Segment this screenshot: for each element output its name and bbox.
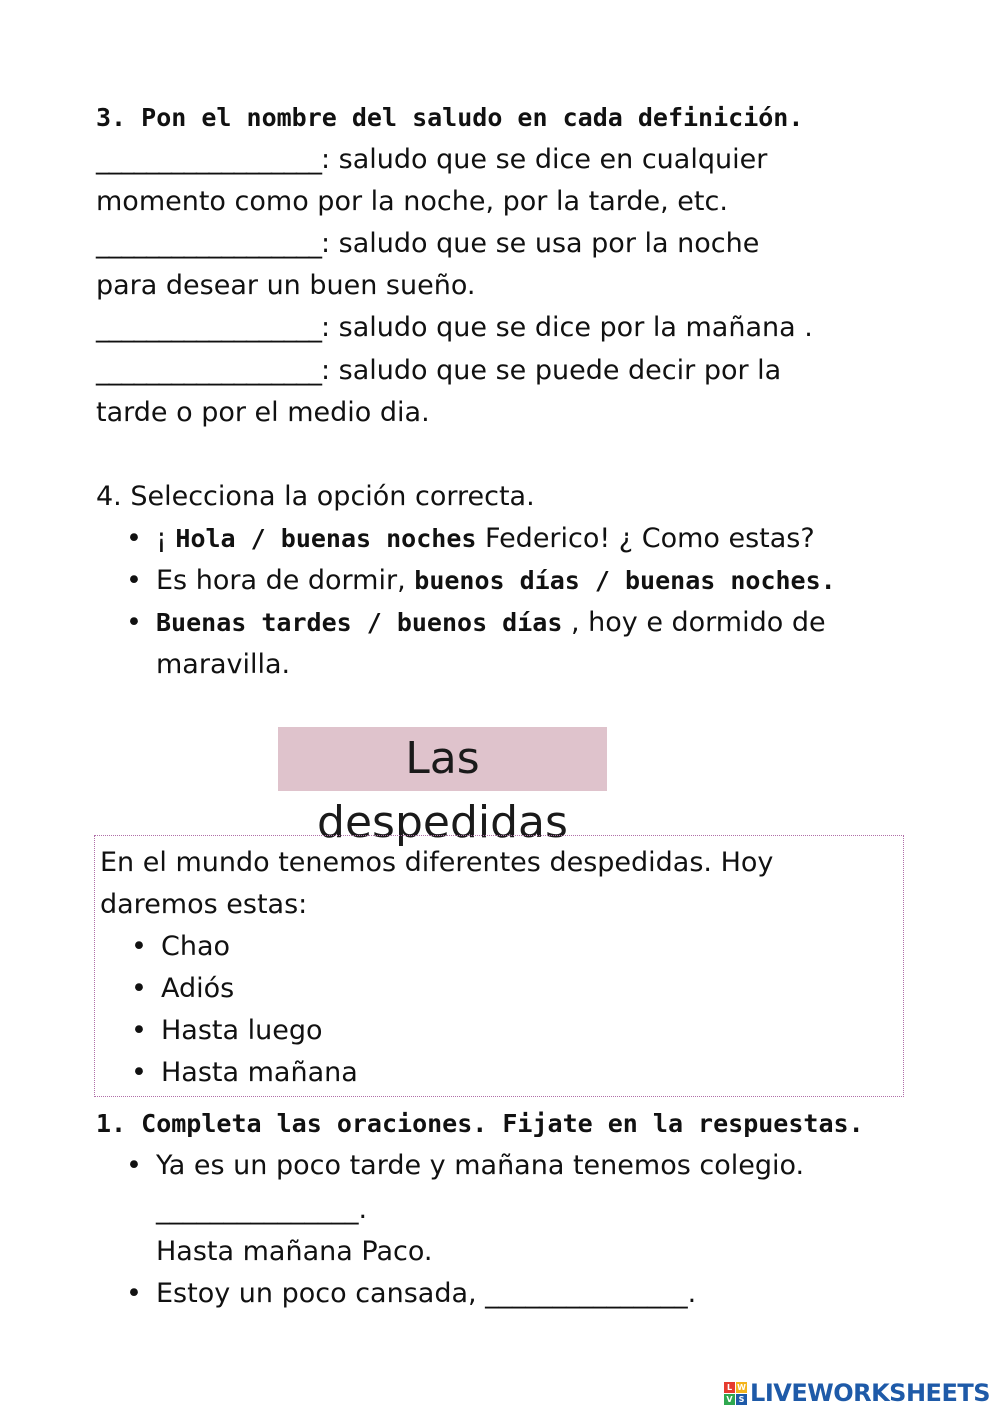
- definition-text: : saludo que se usa por la noche: [321, 228, 760, 259]
- bullet-icon: •: [131, 1015, 147, 1046]
- option-choice[interactable]: Buenas tardes / buenos días: [156, 608, 563, 637]
- definition-row: [96, 139, 767, 181]
- definition-row: [96, 350, 781, 392]
- option-choice[interactable]: buenos días / buenas noches.: [414, 566, 836, 595]
- answer-blank[interactable]: __________________: [96, 355, 321, 386]
- list-item-continuation: Hasta mañana Paco.: [156, 1236, 433, 1267]
- answer-blank[interactable]: __________________: [96, 312, 321, 343]
- page-heading: Las despedidas: [317, 733, 568, 848]
- section4-title: 4. Selecciona la opción correcta.: [96, 481, 535, 512]
- definition-text: : saludo que se dice en cualquier: [321, 144, 768, 175]
- info-text: daremos estas:: [100, 889, 308, 920]
- list-item: • Adiós: [161, 968, 358, 1010]
- section3-title: 3. Pon el nombre del saludo en cada definición.: [96, 103, 804, 132]
- info-text: En el mundo tenemos diferentes despedidas. Hoy: [100, 847, 774, 878]
- list-item-continuation: maravilla.: [156, 649, 291, 680]
- farewell-list: [131, 926, 358, 1094]
- list-item: • Es hora de dormir, buenos días / buenas noches.: [156, 560, 836, 602]
- list-item: • Ya es un poco tarde y mañana tenemos colegio.: [156, 1145, 804, 1187]
- definition-continuation: momento como por la noche, por la tarde, etc.: [96, 186, 728, 217]
- list-item: • Hasta mañana: [161, 1052, 358, 1094]
- sentence-list: [126, 1145, 805, 1315]
- answer-blank[interactable]: __________________: [96, 228, 321, 259]
- liveworksheets-logo: [724, 1378, 990, 1408]
- bullet-icon: •: [126, 1278, 142, 1309]
- list-item: • Hasta luego: [161, 1010, 358, 1052]
- list-item: • Buenas tardes / buenos días , hoy e dormido de: [156, 602, 836, 644]
- logo-icon: L W V S: [724, 1382, 747, 1405]
- definition-text: : saludo que se dice por la mañana .: [321, 312, 813, 343]
- bullet-icon: •: [131, 931, 147, 962]
- answer-blank[interactable]: _______________.: [485, 1278, 697, 1309]
- definition-continuation: para desear un buen sueño.: [96, 270, 476, 301]
- option-list: [126, 518, 836, 686]
- bullet-icon: •: [126, 565, 142, 596]
- bullet-icon: •: [131, 973, 147, 1004]
- list-item: • Chao: [161, 926, 358, 968]
- answer-blank[interactable]: __________________: [96, 144, 321, 175]
- bullet-icon: •: [126, 523, 142, 554]
- section1-title: 1. Completa las oraciones. Fijate en la respuestas.: [96, 1109, 864, 1138]
- option-choice[interactable]: Hola / buenas noches: [175, 524, 477, 553]
- list-item: • ¡ Hola / buenas noches Federico! ¿ Como estas?: [156, 518, 836, 560]
- definition-row: [96, 307, 813, 349]
- answer-blank[interactable]: _______________.: [156, 1194, 368, 1225]
- logo-text: LIVEWORKSHEETS: [750, 1379, 990, 1407]
- definition-continuation: tarde o por el medio dia.: [96, 397, 430, 428]
- definition-text: : saludo que se puede decir por la: [321, 355, 782, 386]
- list-item: • Estoy un poco cansada, _______________.: [156, 1273, 804, 1315]
- bullet-icon: •: [131, 1057, 147, 1088]
- bullet-icon: •: [126, 607, 142, 638]
- definition-row: [96, 223, 759, 265]
- bullet-icon: •: [126, 1150, 142, 1181]
